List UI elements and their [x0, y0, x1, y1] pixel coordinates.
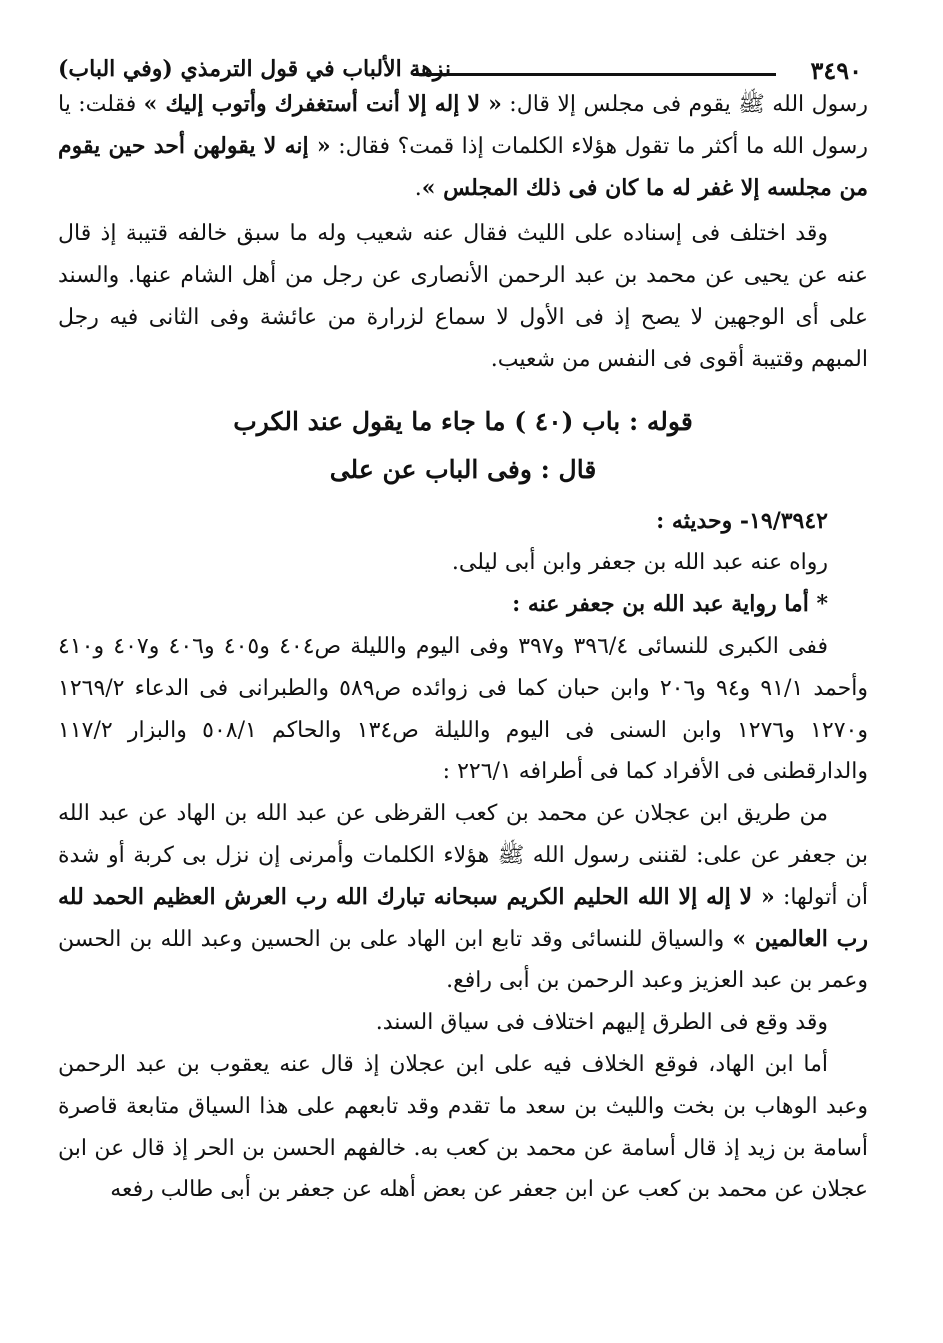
chapter-heading: قوله : باب (٤٠ ) ما جاء ما يقول عند الكرب	[233, 406, 693, 436]
page-number: ٣٤٩٠	[810, 56, 862, 85]
hadith-quote: « لا إله إلا الله الحليم الكريم سبحانه تبارك الله رب العرش العظيم الحمد لله رب العالمين »	[58, 883, 868, 952]
sources-paragraph: ففى الكبرى للنسائى ٣٩٦/٤ و٣٩٧ وفى اليوم والليلة ص٤٠٤ و٤٠٥ و٤٠٦ و٤٠٧ و٤١٠ وأحمد ٩١/١ و٩٤ و٢٠٦ وابن حبان كما فى زوائده ص٥٨٩ والطبرانى فى الدعاء ١٢٦٩/٢ و١٢٧٠ و١٢٧٦ وابن السنى فى اليوم والليلة ص١٣٤ والحاكم ٥٠٨/١ والبزار ١١٧/٢ والدارقطنى فى الأفراد كما فى أطرافه ٢٢٦/١ :	[58, 633, 868, 785]
text-run: والسياق للنسائى وقد تابع ابن الهاد على بن الحسين وعبد الله بن الحسن وعمر بن عبد العزيز وعبد الرحمن بن أبى رافع.	[58, 926, 868, 994]
narrators-line: رواه عنه عبد الله بن جعفر وابن أبى ليلى.	[451, 550, 828, 576]
text-run: .	[414, 175, 422, 201]
text-run: من طريق ابن عجلان عن محمد بن كعب القرظى عن عبد الله بن الهاد عن عبد الله بن جعفر عن على: لقننى رسول الله ﷺ هؤلاء الكلمات وأمرنى إن نزل بى كربة أو شدة أن أتولها:	[58, 801, 868, 910]
text-run: فقلت: يا رسول الله ما أكثر ما تقول هؤلاء الكلمات إذا قمت؟ فقال:	[58, 92, 868, 159]
hadith-entry-number: ١٩/٣٩٤٢- وحديثه :	[656, 507, 828, 534]
paragraph-continuation	[58, 84, 868, 209]
paragraph-isnad-discussion: وقد اختلف فى إسناده على الليث فقال عنه شعيب وله ما سبق خالفه قتيبة إذ قال عنه عن يحيى عن محمد بن عبد الرحمن الأنصارى عن رجل من أهل الشام عنها. والسند على أى الوجهين لا يصح إذ فى الأول لا سماع لزرارة من عائشة وفى الثانى فيه رجل المبهم وقتيبة أقوى فى النفس من شعيب.	[58, 221, 868, 372]
chain-paragraph	[58, 793, 868, 1002]
hadith-quote: « إنه لا يقولهن أحد حين يقوم من مجلسه إلا غفر له ما كان فى ذلك المجلس »	[58, 132, 868, 201]
running-header	[58, 44, 868, 84]
page-body	[58, 84, 868, 1211]
chapter-subheading: قال : وفى الباب عن على	[329, 454, 597, 484]
book-title: نزهة الألباب في قول الترمذي (وفي الباب)	[58, 56, 452, 82]
book-page	[58, 44, 868, 1314]
ibn-alhad-paragraph: أما ابن الهاد، فوقع الخلاف فيه على ابن عجلان إذ قال عنه يعقوب بن عبد الرحمن وعبد الوهاب بن بخت والليث بن سعد ما تقدم وقد تابعهم على هذا السياق متابعة قاصرة أسامة بن زيد إذ قال أسامة عن محمد بن كعب به. خالفهم الحسن بن الحر إذ قال عن ابن عجلان عن محمد بن كعب عن ابن جعفر عن بعض أهله عن جعفر بن أبى طالب رفعه	[58, 1051, 868, 1203]
hadith-quote: « لا إله إلا أنت أستغفرك وأتوب إليك »	[143, 91, 502, 117]
header-rule	[413, 73, 776, 76]
variation-note: وقد وقع فى الطرق إليهم اختلاف فى سياق السند.	[375, 1010, 828, 1036]
text-run: رسول الله ﷺ يقوم فى مجلس إلا قال:	[501, 92, 868, 117]
subsection-title: * أما رواية عبد الله بن جعفر عنه :	[512, 591, 828, 618]
